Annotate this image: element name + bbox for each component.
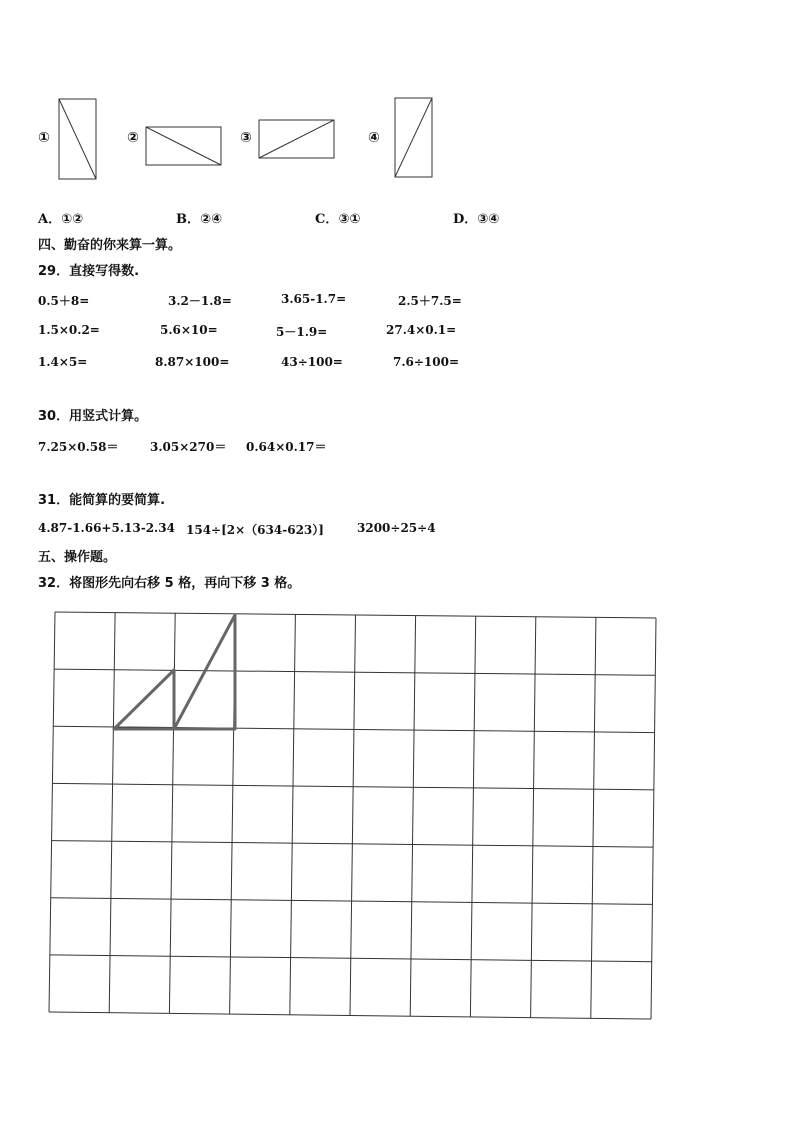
option-a-value: ①② xyxy=(61,212,84,227)
option-b[interactable] xyxy=(176,208,222,227)
shape-figures xyxy=(114,615,235,729)
grid-horizontal-line xyxy=(54,669,655,675)
q29-r2c2: 5.6×10= xyxy=(160,323,218,337)
figure-2-rect xyxy=(146,127,221,165)
q30-item-2: 3.05×270＝ xyxy=(150,440,227,454)
q29-r2c3: 5－1.9= xyxy=(276,325,328,339)
small-triangle xyxy=(114,670,174,729)
q31-item-2: 154÷[2×（634-623）] xyxy=(186,523,324,537)
figure-1-rect xyxy=(59,99,96,179)
q30-item-1: 7.25×0.58＝ xyxy=(38,440,119,454)
grid-horizontal-line xyxy=(50,955,652,962)
grid-vertical-line xyxy=(350,615,356,1016)
figure-4-diagonal xyxy=(395,98,432,177)
q29-r3c3: 43÷100= xyxy=(281,355,343,369)
grid-vertical-line xyxy=(651,618,656,1019)
q31-item-1: 4.87-1.66+5.13-2.34 xyxy=(38,521,175,535)
q31-title: 31．能简算的要简算. xyxy=(38,493,166,508)
option-c-value: ③① xyxy=(338,212,361,227)
q32-title: 32．将图形先向右移 5 格，再向下移 3 格。 xyxy=(38,576,301,591)
option-c[interactable] xyxy=(315,208,360,227)
option-d-letter: D． xyxy=(453,212,478,227)
q29-r2c4: 27.4×0.1= xyxy=(386,323,457,337)
q31-item-3: 3200÷25÷4 xyxy=(357,521,436,535)
figure-label-2: ② xyxy=(127,130,139,146)
option-d[interactable] xyxy=(453,208,499,227)
grid-horizontal-line xyxy=(49,1012,651,1019)
grid-horizontal-line xyxy=(51,898,653,905)
grid-vertical-line xyxy=(531,617,536,1018)
grid-horizontal-line xyxy=(52,783,653,789)
figure-label-1: ① xyxy=(38,130,50,146)
grid-horizontal-line xyxy=(53,726,654,732)
figure-label-4: ④ xyxy=(368,130,380,146)
q29-r3c2: 8.87×100= xyxy=(155,355,230,369)
figure-1-diagonal xyxy=(59,99,96,179)
option-b-letter: B． xyxy=(176,212,200,227)
grid-vertical-line xyxy=(49,612,55,1012)
q29-r3c1: 1.4×5= xyxy=(38,355,88,369)
grid-vertical-line xyxy=(169,613,175,1013)
q29-r3c4: 7.6÷100= xyxy=(393,355,460,369)
grid-horizontal-line xyxy=(52,841,654,848)
q29-r2c1: 1.5×0.2= xyxy=(38,323,100,337)
figure-3-diagonal xyxy=(259,120,334,158)
grid-vertical-line xyxy=(591,617,596,1018)
option-a[interactable] xyxy=(38,208,83,227)
grid-vertical-line xyxy=(470,616,475,1017)
q29-r1c4: 2.5＋7.5= xyxy=(398,294,462,308)
section-4-title: 四、勤奋的你来算一算。 xyxy=(38,238,182,253)
option-d-value: ③④ xyxy=(477,212,500,227)
figure-2-diagonal xyxy=(146,127,221,165)
q29-r1c2: 3.2－1.8= xyxy=(168,294,232,308)
grid-horizontal-line xyxy=(55,612,656,618)
q30-item-3: 0.64×0.17＝ xyxy=(246,440,327,454)
grid-vertical-line xyxy=(230,614,236,1014)
q29-r1c3: 3.65-1.7= xyxy=(281,292,347,306)
section-5-title: 五、操作题。 xyxy=(38,550,117,565)
grid-vertical-line xyxy=(109,613,115,1013)
figure-3-rect xyxy=(259,120,334,158)
q29-title: 29．直接写得数. xyxy=(38,264,140,279)
option-c-letter: C． xyxy=(315,212,339,227)
large-triangle xyxy=(174,615,235,729)
option-a-letter: A． xyxy=(38,212,62,227)
figure-label-3: ③ xyxy=(240,130,252,146)
figure-4-rect xyxy=(395,98,432,177)
grid-vertical-line xyxy=(290,614,296,1014)
grid-vertical-line xyxy=(410,616,415,1017)
option-b-value: ②④ xyxy=(200,212,223,227)
q30-title: 30．用竖式计算。 xyxy=(38,409,148,424)
grid-lines xyxy=(49,612,656,1019)
q29-r1c1: 0.5＋8= xyxy=(38,294,90,308)
